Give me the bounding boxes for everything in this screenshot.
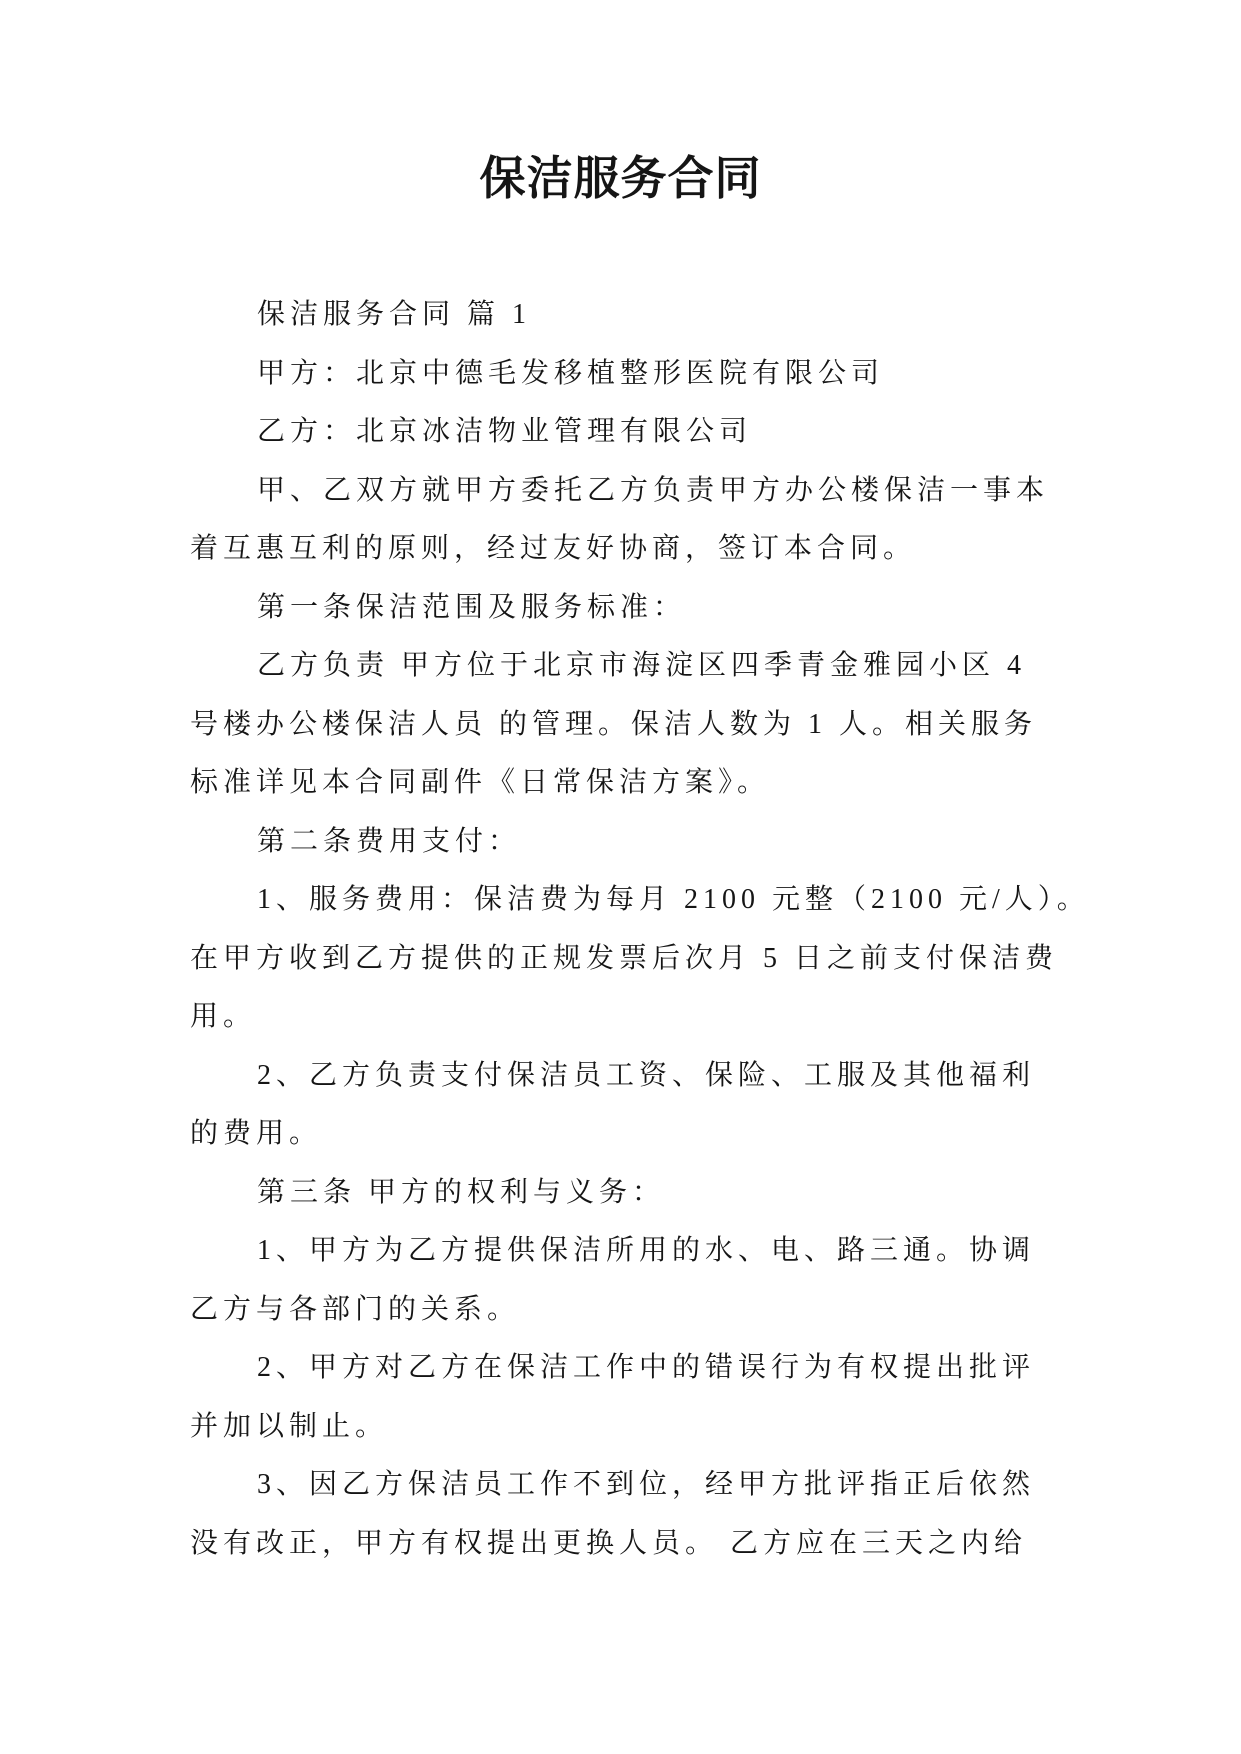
paragraph-line: 的费用。 (190, 1118, 323, 1149)
paragraph (190, 1222, 1150, 1339)
paragraph-line: 着互惠互利的原则，经过友好协商，签订本合同。 (190, 533, 917, 564)
document-title: 保洁服务合同 (479, 153, 762, 204)
paragraph-line: 乙方与各部门的关系。 (190, 1293, 521, 1325)
paragraph-line: 标准详见本合同副件《日常保洁方案》。 (190, 767, 771, 798)
paragraph-line: 甲方：北京中德毛发移植整形医院有限公司 (257, 357, 885, 389)
paragraph (190, 345, 1150, 404)
paragraph-line: 2、乙方负责支付保洁员工资、保险、工服及其他福利 (257, 1059, 1036, 1091)
paragraph-line: 用。 (190, 1001, 257, 1032)
paragraph-line: 保洁服务合同 篇 1 (257, 299, 532, 330)
document-body (190, 286, 1150, 1573)
paragraph-line: 没有改正，甲方有权提出更换人员。 乙方应在三天之内给 (190, 1527, 1028, 1559)
paragraph-line: 并加以制止。 (190, 1410, 389, 1442)
section-heading: 第一条保洁范围及服务标准： (257, 591, 687, 623)
paragraph (190, 1339, 1150, 1456)
paragraph (190, 1164, 1150, 1223)
paragraph-line: 甲、乙双方就甲方委托乙方负责甲方办公楼保洁一事本 (257, 474, 1050, 506)
paragraph-line: 3、因乙方保洁员工作不到位，经甲方批评指正后依然 (257, 1469, 1036, 1500)
paragraph (190, 1456, 1150, 1573)
paragraph (190, 637, 1150, 813)
paragraph (190, 403, 1150, 462)
section-heading: 第二条费用支付： (257, 825, 522, 857)
paragraph (190, 1047, 1150, 1164)
paragraph (190, 462, 1150, 579)
paragraph-line: 1、甲方为乙方提供保洁所用的水、电、路三通。协调 (257, 1235, 1036, 1266)
paragraph-line: 号楼办公楼保洁人员 的管理。保洁人数为 1 人。相关服务 (190, 708, 1038, 740)
paragraph-line: 1、服务费用：保洁费为每月 2100 元整（2100 元/人）。 (257, 884, 1090, 915)
paragraph (190, 813, 1150, 872)
paragraph-line: 在甲方收到乙方提供的正规发票后次月 5 日之前支付保洁费 (190, 942, 1059, 974)
section-heading: 第三条 甲方的权利与义务： (257, 1176, 666, 1208)
paragraph-line: 2、甲方对乙方在保洁工作中的错误行为有权提出批评 (257, 1352, 1036, 1383)
paragraph (190, 579, 1150, 638)
paragraph-line: 乙方负责 甲方位于北京市海淀区四季青金雅园小区 4 (257, 650, 1027, 681)
paragraph-line: 乙方：北京冰洁物业管理有限公司 (257, 416, 753, 447)
paragraph (190, 286, 1150, 345)
paragraph (190, 871, 1150, 1047)
